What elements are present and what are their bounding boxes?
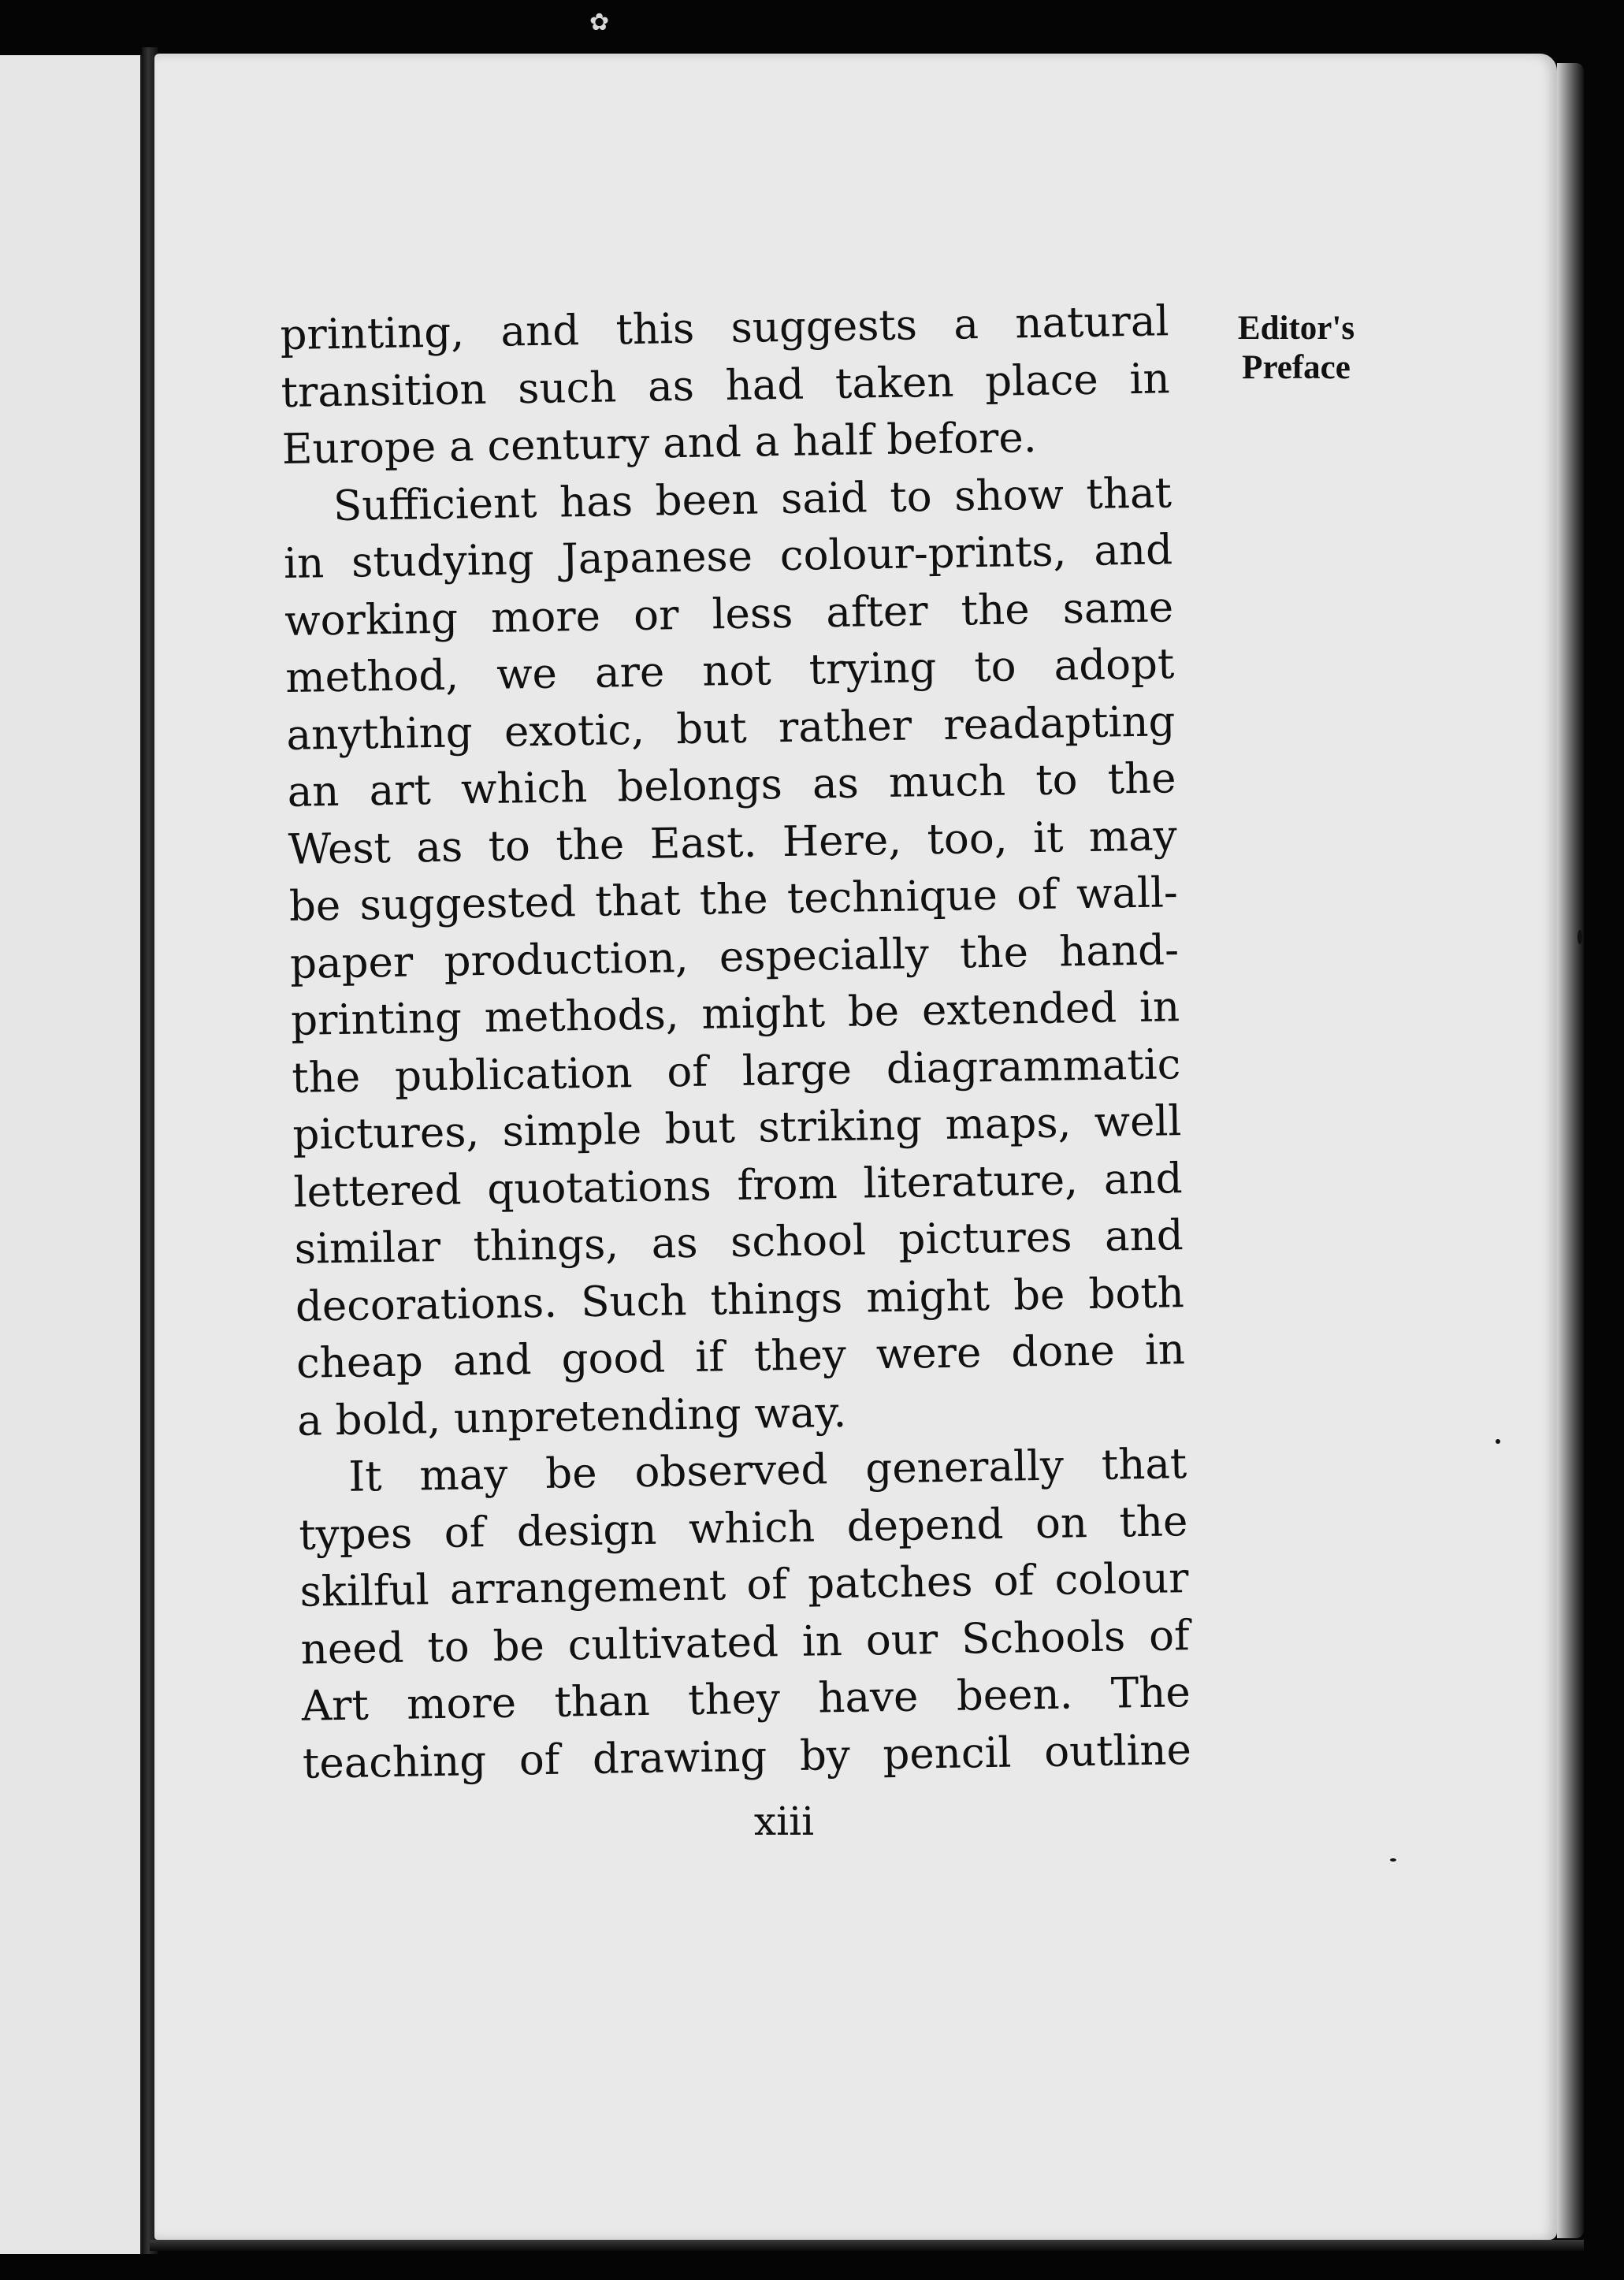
page-fore-edge xyxy=(1557,63,1584,2238)
text-line: paper production, especially the hand- xyxy=(289,925,1180,988)
page-number: xiii xyxy=(753,1798,815,1844)
text-line: transition such as had taken place in xyxy=(281,354,1171,417)
text-line: Europe a century and a half before. xyxy=(281,413,1038,474)
scan-artifact-mark: ✿ xyxy=(589,9,610,36)
text-line: working more or less after the same xyxy=(284,582,1174,645)
text-line: West as to the East. Here, too, it may xyxy=(288,811,1178,874)
body-text xyxy=(280,293,1191,1792)
text-line: cheap and good if they were done in xyxy=(295,1326,1186,1388)
text-line: the publication of large diagrammatic xyxy=(291,1040,1181,1103)
text-line: types of design which depend on the xyxy=(298,1497,1188,1560)
text-line: be suggested that the technique of wall- xyxy=(288,868,1179,931)
text-line: method, we are not trying to adopt xyxy=(284,640,1175,702)
dust-speck xyxy=(1578,930,1582,944)
text-line: teaching of drawing by pencil outline xyxy=(302,1725,1192,1788)
facing-page-edge xyxy=(0,55,145,2254)
page-bottom-edge xyxy=(150,2240,1584,2251)
text-line: similar things, as school pictures and xyxy=(294,1211,1184,1274)
text-line: printing methods, might be extended in xyxy=(290,983,1180,1045)
text-line: decorations. Such things might be both xyxy=(295,1268,1185,1331)
text-line: It may be observed generally that xyxy=(347,1440,1187,1501)
text-line: skilful arrangement of patches of colour xyxy=(299,1554,1189,1616)
dust-speck xyxy=(1390,1858,1396,1862)
text-line: Sufficient has been said to show that xyxy=(333,468,1172,530)
text-line: printing, and this suggests a natural xyxy=(280,297,1169,359)
text-line: anything exotic, but rather readapting xyxy=(286,697,1176,760)
text-line: lettered quotations from literature, and xyxy=(293,1154,1183,1217)
text-line: a bold, unpretending way. xyxy=(296,1388,847,1445)
text-line: Art more than they have been. The xyxy=(301,1668,1191,1731)
text-line: in studying Japanese colour-prints, and xyxy=(283,526,1173,588)
margin-heading-line-2: Preface xyxy=(1242,349,1351,386)
text-line: an art which belongs as much to the xyxy=(287,754,1177,816)
text-line: pictures, simple but striking maps, well xyxy=(292,1097,1182,1159)
margin-heading-line-1: Editor's xyxy=(1237,310,1355,347)
dust-speck xyxy=(1496,1439,1500,1444)
margin-heading xyxy=(1221,309,1371,388)
text-line: need to be cultivated in our Schools of xyxy=(300,1611,1191,1674)
